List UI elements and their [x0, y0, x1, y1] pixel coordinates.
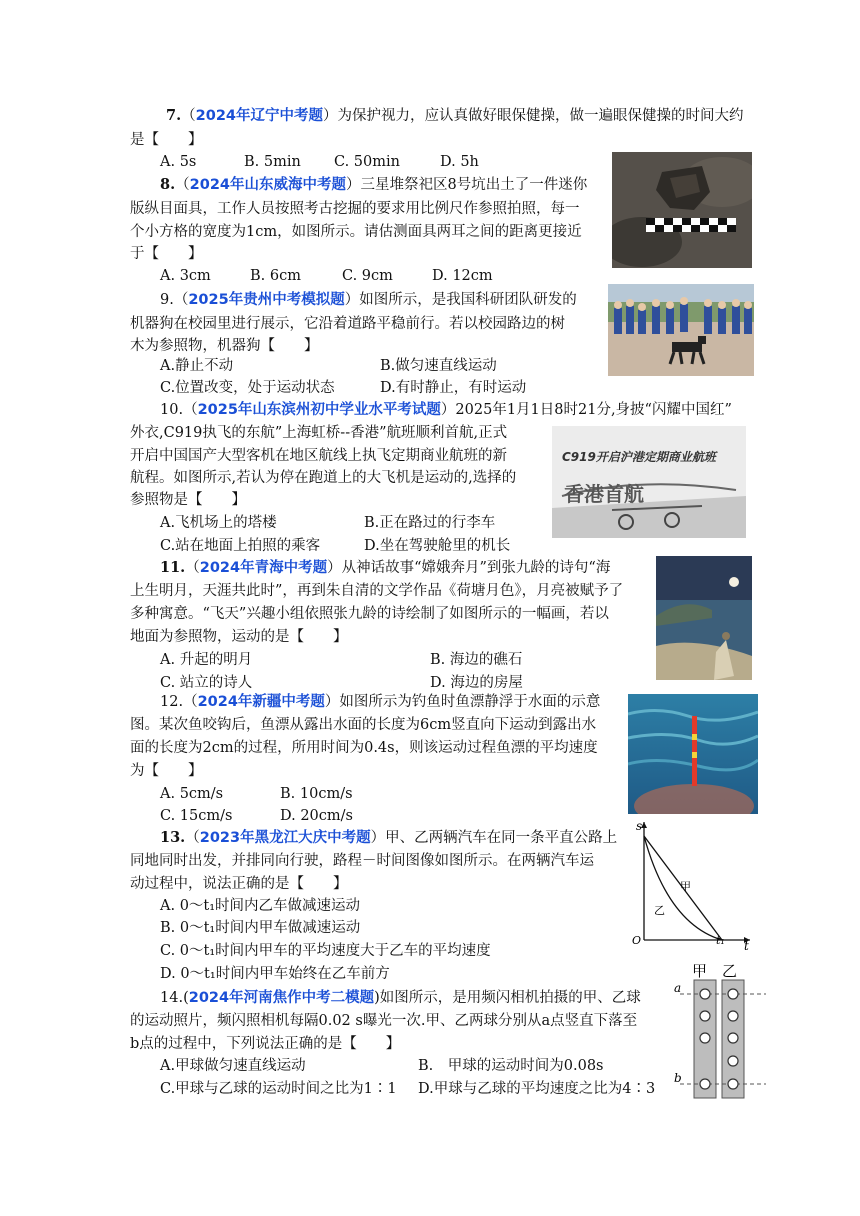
- q10-option-b[interactable]: B.正在路过的行李车: [364, 515, 496, 531]
- q12-text-3: 面的长度为2cm的过程，所用时间为0.4s，则该运动过程鱼漂的平均速度: [130, 740, 598, 756]
- q14-option-d[interactable]: D.甲球与乙球的平均速度之比为4∶3: [418, 1081, 656, 1097]
- yi-ball: [728, 1033, 738, 1043]
- q12-option-d[interactable]: D. 20cm/s: [280, 808, 353, 824]
- q14-source[interactable]: 2024年河南焦作中考二模题: [188, 990, 375, 1006]
- q12-text-2: 图。某次鱼咬钩后，鱼漂从露出水面的长度为6cm竖直向下运动到露出水: [130, 717, 597, 733]
- q9-option-a[interactable]: A.静止不动: [160, 358, 234, 374]
- q14-option-c[interactable]: C.甲球与乙球的运动时间之比为1∶1: [160, 1081, 397, 1097]
- origin-label: O: [632, 934, 642, 947]
- q13-text-3: 动过程中，说法正确的是【 】: [130, 876, 348, 892]
- q12-option-b[interactable]: B. 10cm/s: [280, 786, 353, 802]
- q14-stem: 14.(2024年河南焦作中考二模题)如图所示，是用频闪相机拍摄的甲、乙球: [160, 990, 641, 1006]
- c919-caption-1: C919开启沪港定期商业航班: [562, 450, 716, 464]
- q11-text-2: 上生明月，天涯共此时”，再到朱自清的文学作品《荷塘月色》，月亮被赋予了: [130, 583, 624, 599]
- yi-label: 乙: [654, 904, 665, 917]
- q10-source[interactable]: 2025年山东滨州初中学业水平考试题: [197, 402, 441, 418]
- jia-ball: [700, 1011, 710, 1021]
- q7-stem: 7.（2024年辽宁中考题）为保护视力，应认真做好眼保健操，做一遍眼保健操的时间大约: [166, 107, 744, 124]
- q8-option-d[interactable]: D. 12cm: [432, 268, 493, 284]
- q8-source[interactable]: 2024年山东威海中考题: [189, 177, 346, 193]
- mask-photo: [612, 152, 752, 268]
- q13-stem: 13.（2023年黑龙江大庆中考题）甲、乙两辆汽车在同一条平直公路上: [160, 829, 618, 846]
- q7-source[interactable]: 2024年辽宁中考题: [195, 108, 323, 124]
- q14-text-3: b点的过程中，下列说法正确的是【 】: [130, 1036, 401, 1052]
- q11-stem: 11.（2024年青海中考题）从神话故事“嫦娥奔月”到张九龄的诗句“海: [160, 559, 611, 576]
- strobe-jia-label: 甲: [692, 962, 708, 980]
- q10-option-d[interactable]: D.坐在驾驶舱里的机长: [364, 538, 511, 554]
- strobe-diagram-svg: [672, 962, 768, 1100]
- q8-text-2: 版纵目面具，工作人员按照考古挖掘的要求用比例尺作参照拍照，每一: [130, 201, 580, 217]
- q14-text-1: 如图所示，是用频闪相机拍摄的甲、乙球: [379, 990, 641, 1006]
- jia-ball: [700, 1079, 710, 1089]
- q10-text-4: 航程。如图所示,若认为停在跑道上的大飞机是运动的,选择的: [130, 470, 517, 486]
- q7-option-b[interactable]: B. 5min: [244, 154, 301, 170]
- jia-ball: [700, 1033, 710, 1043]
- mask-photo-drawing: [612, 152, 752, 268]
- fishing-float-drawing: [628, 694, 758, 814]
- q13-source[interactable]: 2023年黑龙江大庆中考题: [199, 830, 371, 846]
- q10-text-2: 外衣,C919执飞的东航”上海虹桥--香港”航班顺利首航,正式: [130, 425, 508, 441]
- q13-number: 13.: [160, 829, 186, 846]
- yi-ball: [728, 989, 738, 999]
- q11-number: 11.: [160, 559, 186, 576]
- robot-dog-drawing: [608, 284, 754, 376]
- q14-text-2: 的运动照片，频闪照相机每隔0.02 s曝光一次.甲、乙两球分别从a点竖直下落至: [130, 1013, 638, 1029]
- q11-option-a[interactable]: A. 升起的明月: [160, 652, 253, 668]
- q10-stem: 10.（2025年山东滨州初中学业水平考试题）2025年1月1日8时21分,身披“闪耀中国红”: [160, 402, 732, 418]
- s-label: s: [636, 819, 643, 833]
- robot-dog-photo: [608, 284, 754, 376]
- moon-painting-drawing: [656, 556, 752, 680]
- q9-stem: 9.（2025年贵州中考模拟题）如图所示，是我国科研团队研发的: [160, 292, 577, 308]
- a-label: a: [674, 981, 682, 995]
- q11-text-4: 地面为参照物，运动的是【 】: [130, 629, 348, 645]
- q13-option-b[interactable]: B. 0～t₁时间内甲车做减速运动: [160, 920, 361, 936]
- q11-text-1: 从神话故事“嫦娥奔月”到张九龄的诗句“海: [341, 560, 611, 576]
- q13-option-a[interactable]: A. 0～t₁时间内乙车做减速运动: [160, 898, 361, 914]
- fishing-float-photo: [628, 694, 758, 814]
- q12-option-c[interactable]: C. 15cm/s: [160, 808, 233, 824]
- q12-text-4: 为【 】: [130, 763, 203, 779]
- strobe-yi-label: 乙: [722, 962, 738, 980]
- q7-option-a[interactable]: A. 5s: [160, 154, 197, 170]
- q12-option-a[interactable]: A. 5cm/s: [160, 786, 224, 802]
- jia-label: 甲: [680, 880, 691, 893]
- q12-text-1: 如图所示为钓鱼时鱼漂静浮于水面的示意: [339, 694, 601, 710]
- q8-text-1: 三星堆祭祀区8号坑出土了一件迷你: [360, 177, 588, 193]
- q11-option-b[interactable]: B. 海边的礁石: [430, 652, 523, 668]
- q14-option-b[interactable]: B. 甲球的运动时间为0.08s: [418, 1058, 604, 1074]
- c919-photo: [552, 426, 746, 538]
- q8-text-3: 个小方格的宽度为1cm，如图所示。请估测面具两耳之间的距离更接近: [130, 224, 582, 240]
- q13-text-1: 甲、乙两辆汽车在同一条平直公路上: [385, 830, 618, 846]
- yi-ball: [728, 1011, 738, 1021]
- q13-option-d[interactable]: D. 0～t₁时间内甲车始终在乙车前方: [160, 966, 390, 982]
- q12-stem: 12.（2024年新疆中考题）如图所示为钓鱼时鱼漂静浮于水面的示意: [160, 694, 601, 710]
- q8-text-4: 于【 】: [130, 246, 203, 262]
- q10-text-3: 开启中国国产大型客机在地区航线上执飞定期商业航班的新: [130, 448, 507, 464]
- q9-option-c[interactable]: C.位置改变，处于运动状态: [160, 380, 335, 396]
- q10-option-c[interactable]: C.站在地面上拍照的乘客: [160, 538, 321, 554]
- q11-option-d[interactable]: D. 海边的房屋: [430, 675, 523, 691]
- q9-option-d[interactable]: D.有时静止，有时运动: [380, 380, 527, 396]
- t1-label: t₁: [716, 934, 725, 947]
- q8-number: 8.: [160, 176, 176, 193]
- q10-text-1: 2025年1月1日8时21分,身披“闪耀中国红”: [455, 402, 732, 418]
- yi-ball: [728, 1079, 738, 1089]
- q7-text-2: 是【 】: [130, 132, 203, 148]
- q9-option-b[interactable]: B.做匀速直线运动: [380, 358, 497, 374]
- q9-text-3: 木为参照物，机器狗【 】: [130, 338, 319, 354]
- q9-text-2: 机器狗在校园里进行展示，它沿着道路平稳前行。若以校园路边的树: [130, 316, 565, 332]
- q11-text-3: 多种寓意。“飞天”兴趣小组依照张九龄的诗绘制了如图所示的一幅画，若以: [130, 606, 609, 622]
- q11-source[interactable]: 2024年青海中考题: [199, 560, 328, 576]
- c919-caption-2: 香港首航: [564, 482, 644, 506]
- q7-number: 7.: [166, 107, 182, 124]
- q9-text-1: 如图所示，是我国科研团队研发的: [359, 292, 577, 308]
- q7-text-1: 为保护视力，应认真做好眼保健操，做一遍眼保健操的时间大约: [337, 108, 744, 124]
- q12-number: 12.: [160, 694, 184, 710]
- q8-option-c[interactable]: C. 9cm: [342, 268, 393, 284]
- jia-ball: [700, 989, 710, 999]
- strobe-diagram: [672, 962, 768, 1100]
- q13-option-c[interactable]: C. 0～t₁时间内甲车的平均速度大于乙车的平均速度: [160, 943, 491, 959]
- q10-text-5: 参照物是【 】: [130, 492, 246, 508]
- q8-option-a[interactable]: A. 3cm: [160, 268, 211, 284]
- q10-option-a[interactable]: A.飞机场上的塔楼: [160, 515, 277, 531]
- q11-option-c[interactable]: C. 站立的诗人: [160, 675, 253, 691]
- st-graph: [626, 816, 756, 950]
- q8-option-b[interactable]: B. 6cm: [250, 268, 301, 284]
- q9-number: 9.: [160, 292, 174, 308]
- q7-option-c[interactable]: C. 50min: [334, 154, 400, 170]
- q13-text-2: 同地同时出发，并排同向行驶，路程－时间图像如图所示。在两辆汽车运: [130, 853, 594, 869]
- q9-source[interactable]: 2025年贵州中考模拟题: [188, 292, 345, 308]
- q12-source[interactable]: 2024年新疆中考题: [197, 694, 325, 710]
- q14-number: 14.: [160, 990, 184, 1006]
- t-label: t: [744, 939, 749, 950]
- q7-option-d[interactable]: D. 5h: [440, 154, 479, 170]
- q14-option-a[interactable]: A.甲球做匀速直线运动: [160, 1058, 306, 1074]
- q8-stem: 8.（2024年山东威海中考题）三星堆祭祀区8号坑出土了一件迷你: [160, 176, 588, 193]
- st-graph-svg: [626, 816, 756, 950]
- moon-painting: [656, 556, 752, 680]
- q10-number: 10.: [160, 402, 184, 418]
- yi-ball: [728, 1056, 738, 1066]
- b-label: b: [674, 1071, 682, 1085]
